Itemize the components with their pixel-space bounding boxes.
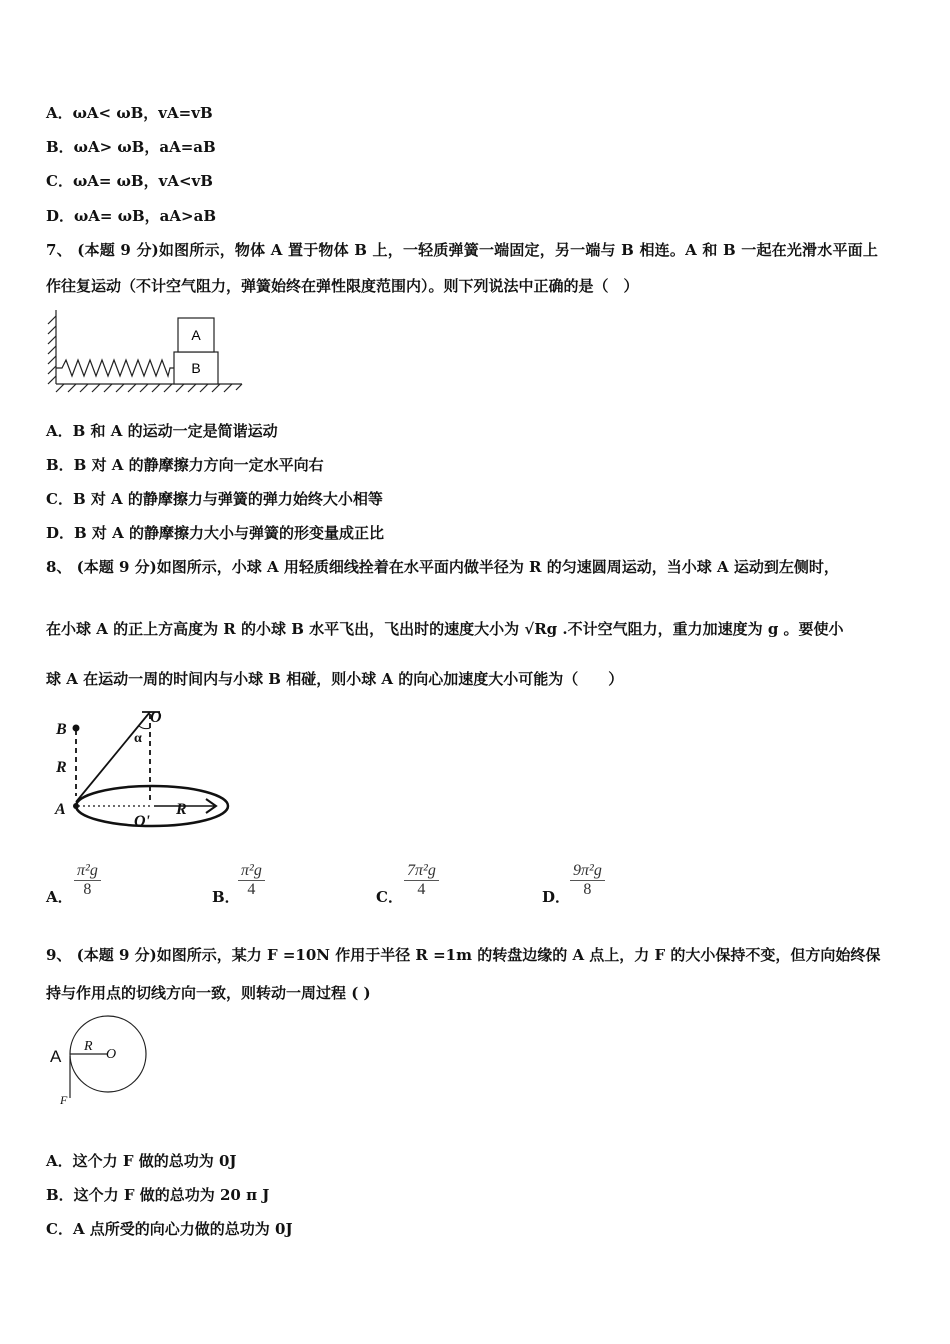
fig-label-alpha: α [134,731,142,746]
q7-stem-line1: 7、 (本题 9 分)如图所示，物体 A 置于物体 B 上，一轻质弹簧一端固定，另一端与 B 相连。A 和 B 一起在光滑水平面上 [46,241,879,259]
q8-option-d-label: D． [542,888,571,906]
q8-option-c-fraction [404,862,439,899]
block-a-label: A [191,327,201,343]
q9-option-a: A．这个力 F 做的总功为 0J [46,1152,237,1170]
q6-option-c: C．ωA= ωB，vA<vB [46,172,213,190]
q8-option-d-fraction [570,862,605,899]
q9-stem-line1: 9、 (本题 9 分)如图所示，某力 F =10N 作用于半径 R =1m 的转盘边缘的 A 点上，力 F 的大小保持不变，但方向始终保 [46,946,881,964]
q8-option-b-fraction [238,862,265,899]
q8-option-d-den: 8 [583,881,592,898]
q8-option-c-den: 4 [417,881,426,898]
q8-stem-line3: 球 A 在运动一周的时间内与小球 B 相碰，则小球 A 的向心加速度大小可能为（ ） [46,670,624,688]
q7-option-b: B．B 对 A 的静摩擦力方向一定水平向右 [46,456,324,474]
q7-option-a: A．B 和 A 的运动一定是简谐运动 [46,422,278,440]
q6-option-b: B．ωA> ωB，aA=aB [46,138,216,156]
q9-stem-line2: 持与作用点的切线方向一致，则转动一周过程 ( ) [46,984,371,1002]
ball-b-dot [73,725,80,732]
q7-spring-block-figure [44,306,244,398]
q8-option-b-den: 4 [247,881,256,898]
q8-option-c-num: 7π²g [404,862,439,881]
fig-label-f: F [60,1093,68,1107]
fig-label-r2: R [176,801,187,818]
fig-label-a: A [50,1047,62,1066]
q8-option-a-num: π²g [74,862,101,881]
q8-conical-pendulum-figure [50,704,240,834]
q8-option-a-label: A． [46,888,73,906]
q8-stem-line2: 在小球 A 的正上方高度为 R 的小球 B 水平飞出，飞出时的速度大小为 √Rg .不计空气阻力，重力加速度为 g 。要使小 [46,620,844,638]
fig-label-b: B [56,721,67,738]
q8-option-d-num: 9π²g [570,862,605,881]
q7-stem-line2: 作往复运动（不计空气阻力，弹簧始终在弹性限度范围内）。则下列说法中正确的是（ ） [46,277,639,295]
q8-stem-line1: 8、 (本题 9 分)如图所示，小球 A 用轻质细线拴着在水平面内做半径为 R 的匀速圆周运动，当小球 A 运动到左侧时， [46,558,839,576]
q9-option-b: B．这个力 F 做的总功为 20 π J [46,1186,270,1204]
fig-label-o-prime: O' [134,813,150,830]
q7-option-d: D．B 对 A 的静摩擦力大小与弹簧的形变量成正比 [46,524,384,542]
q8-option-a-den: 8 [83,881,92,898]
block-b-label: B [191,360,201,376]
q7-option-c: C．B 对 A 的静摩擦力与弹簧的弹力始终大小相等 [46,490,383,508]
q6-option-d: D．ωA= ωB，aA>aB [46,207,217,225]
q8-option-c-label: C． [376,888,403,906]
q9-turntable-figure [50,1014,160,1110]
q8-option-b-label: B． [212,888,240,906]
q9-option-c: C．A 点所受的向心力做的总功为 0J [46,1220,293,1238]
q6-option-a: A．ωA< ωB，vA=vB [46,104,213,122]
fig-label-r: R [56,759,67,776]
q8-option-b-num: π²g [238,862,265,881]
q8-option-a-fraction [74,862,101,899]
fig-label-o: O [106,1047,117,1062]
fig-label-a: A [55,801,66,818]
fig-label-o: O [150,709,162,726]
ball-a-dot [73,803,79,809]
fig-label-r: R [84,1039,93,1054]
